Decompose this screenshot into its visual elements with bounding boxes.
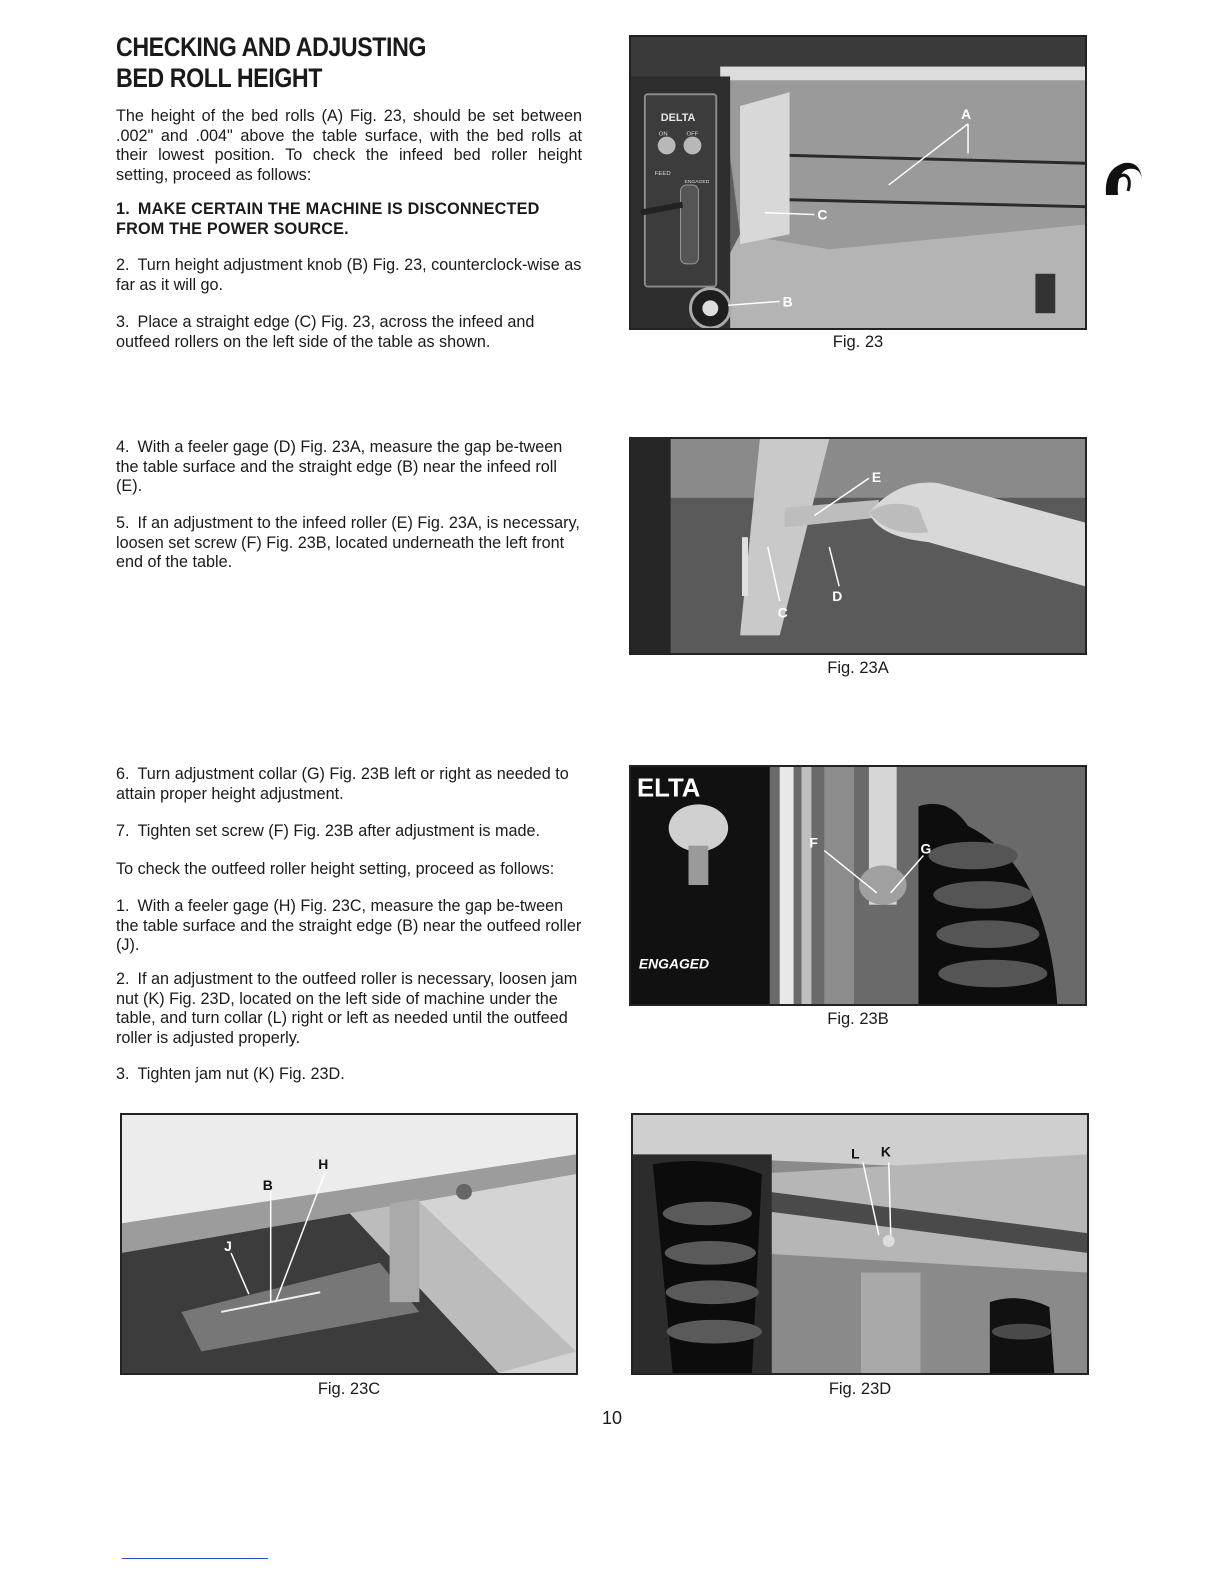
fig23d-label-l: L (851, 1145, 860, 1162)
figure-23d-photo (631, 1113, 1089, 1375)
fig23-label-b: B (782, 293, 793, 310)
fig23b-label-f: F (809, 834, 818, 851)
figure-23-drawing (631, 37, 1085, 328)
step-text: Tighten jam nut (K) Fig. 23D. (137, 1065, 345, 1083)
step-num: 3. (116, 313, 130, 331)
step-1-disconnect (116, 200, 582, 239)
outfeed-step-1 (116, 897, 582, 956)
figure-23d-caption: Fig. 23D (828, 1380, 892, 1398)
fig23d-label-k: K (880, 1143, 891, 1160)
page-number: 10 (601, 1408, 623, 1428)
fig23-label-c: C (817, 206, 828, 223)
outfeed-intro: To check the outfeed roller height setting, proceed as follows: (116, 860, 555, 878)
step-num: 1. (116, 200, 130, 218)
fig23b-brand: ELTA (636, 774, 701, 803)
step-num: 2. (116, 970, 130, 988)
step-2-knob (116, 256, 582, 295)
figure-23b-drawing (631, 767, 1085, 1004)
fig23a-label-c: C (777, 604, 788, 621)
figure-23a-caption: Fig. 23A (827, 659, 889, 677)
step-text: Turn height adjustment knob (B) Fig. 23, counterclock-wise as far as it will go. (116, 256, 582, 294)
fig23-label-a: A (961, 105, 972, 122)
figure-23b-photo (629, 765, 1087, 1006)
step-text: Tighten set screw (F) Fig. 23B after adjustment is made. (137, 822, 540, 840)
figure-23c-drawing (122, 1115, 576, 1373)
step-4-feeler-gage (116, 438, 582, 497)
figure-23c-caption: Fig. 23C (317, 1380, 381, 1398)
step-6-collar (116, 765, 582, 804)
fig23c-label-b: B (262, 1176, 273, 1193)
step-num: 3. (116, 1065, 130, 1083)
fig23-panel-off: OFF (686, 131, 699, 138)
fig23-panel-feed: FEED (654, 171, 671, 178)
step-num: 7. (116, 822, 130, 840)
step-num: 5. (116, 514, 130, 532)
figure-23a-photo (629, 437, 1087, 655)
figure-23a-drawing (631, 439, 1085, 653)
fig23b-label-g: G (920, 840, 932, 857)
step-num: 6. (116, 765, 130, 783)
fig23-panel-brand: DELTA (660, 111, 696, 124)
step-5-set-screw (116, 514, 582, 573)
title-line-1: CHECKING AND ADJUSTING (116, 32, 427, 62)
fig23a-label-e: E (871, 469, 882, 486)
step-text: If an adjustment to the outfeed roller is necessary, loosen jam nut (K) Fig. 23D, located on the left side of machine under the table, and turn collar (L) right or left as needed until the outfeed roller is adjusted properly. (116, 970, 578, 1047)
fig23-panel-engaged: ENGAGED (684, 180, 710, 185)
step-text: With a feeler gage (D) Fig. 23A, measure the gap be-tween the table surface and the straight edge (B) near the infeed roll (E). (116, 438, 563, 495)
fig23c-label-h: H (318, 1156, 329, 1173)
page-title (116, 32, 520, 94)
figure-23c-photo (120, 1113, 578, 1375)
step-text: Turn adjustment collar (G) Fig. 23B left or right as needed to attain proper height adjustment. (116, 765, 569, 803)
outfeed-step-2 (116, 970, 582, 1048)
fig23b-engaged: ENGAGED (638, 955, 710, 972)
step-3-straight-edge (116, 313, 582, 352)
figure-23-caption: Fig. 23 (832, 333, 884, 351)
figure-23d-drawing (633, 1115, 1087, 1373)
figure-23b-caption: Fig. 23B (827, 1010, 889, 1028)
step-text: If an adjustment to the infeed roller (E) Fig. 23A, is necessary, loosen set screw (F) Fig. 23B, located underneath the left front end of the table. (116, 514, 580, 571)
fig23a-label-d: D (832, 588, 843, 604)
fig23c-label-j: J (224, 1237, 232, 1254)
step-num: 2. (116, 256, 130, 274)
figure-23-photo (629, 35, 1087, 330)
step-text: MAKE CERTAIN THE MACHINE IS DISCONNECTED FROM THE POWER SOURCE. (116, 200, 540, 238)
step-num: 4. (116, 438, 130, 456)
fig23-panel-on: ON (658, 131, 668, 138)
margin-mark-icon (1100, 155, 1144, 199)
footer-line (122, 1558, 268, 1559)
step-7-tighten (116, 822, 582, 842)
step-text: With a feeler gage (H) Fig. 23C, measure the gap be-tween the table surface and the straight edge (B) near the outfeed roller (J). (116, 897, 582, 954)
outfeed-step-3 (116, 1065, 582, 1085)
intro-paragraph: The height of the bed rolls (A) Fig. 23, should be set between .002" and .004" above the table surface, with the bed rolls at their lowest position. To check the infeed bed roller height setting, proceed as follows: (116, 107, 582, 184)
title-line-2: BED ROLL HEIGHT (116, 63, 322, 93)
step-num: 1. (116, 897, 130, 915)
step-text: Place a straight edge (C) Fig. 23, across the infeed and outfeed rollers on the left side of the table as shown. (116, 313, 535, 351)
